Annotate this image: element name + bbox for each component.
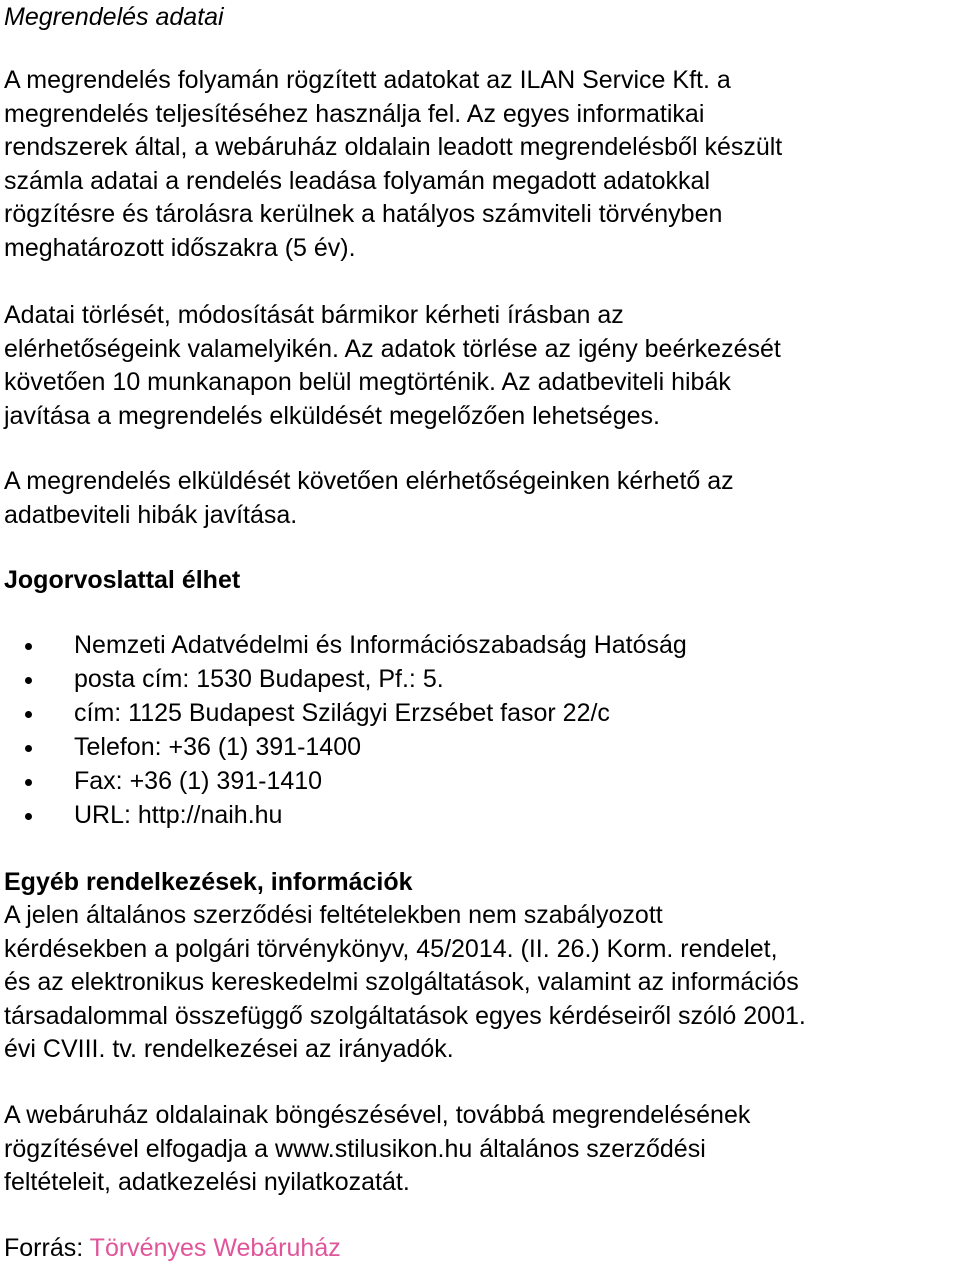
paragraph-line: kérdésekben a polgári törvénykönyv, 45/2014. (II. 26.) Korm. rendelet, bbox=[4, 934, 778, 963]
paragraph-line: követően 10 munkanapon belül megtörténik. Az adatbeviteli hibák bbox=[4, 368, 731, 396]
list-item-text: URL: http://naih.hu bbox=[74, 801, 283, 829]
list-item-text: Fax: +36 (1) 391-1410 bbox=[74, 767, 323, 795]
paragraph-line: rendszerek által, a webáruház oldalain leadott megrendelésből készült bbox=[4, 133, 783, 161]
remedy-heading: Jogorvoslattal élhet bbox=[4, 566, 241, 594]
paragraph-line: A webáruház oldalainak böngészésével, továbbá megrendelésének bbox=[4, 1101, 751, 1129]
page-title: Megrendelés adatai bbox=[4, 3, 224, 31]
paragraph-line: elérhetőségeink valamelyikén. Az adatok törlése az igény beérkezését bbox=[4, 334, 781, 363]
paragraph-line: adatbeviteli hibák javítása. bbox=[4, 500, 298, 529]
paragraph-line: és az elektronikus kereskedelmi szolgáltatások, valamint az információs bbox=[4, 968, 799, 996]
acceptance-paragraph bbox=[4, 1099, 750, 1200]
list-item bbox=[4, 730, 687, 764]
paragraph-line: rögzítésre és tárolásra kerülnek a hatályos számviteli törvényben bbox=[4, 200, 723, 228]
paragraph-line: meghatározott időszakra (5 év). bbox=[4, 233, 356, 262]
paragraph-line: rögzítésével elfogadja a www.stilusikon.hu általános szerződési bbox=[4, 1134, 706, 1163]
list-item-text: Telefon: +36 (1) 391-1400 bbox=[74, 733, 362, 761]
remedy-list bbox=[4, 628, 687, 832]
order-data-paragraph bbox=[4, 64, 782, 265]
source-line bbox=[4, 1232, 341, 1265]
bullet-icon bbox=[25, 745, 32, 752]
list-item-text: Nemzeti Adatvédelmi és Információszabadság Hatóság bbox=[74, 631, 687, 659]
paragraph-line: javítása a megrendelés elküldését megelőzően lehetséges. bbox=[4, 401, 660, 430]
bullet-icon bbox=[25, 677, 32, 684]
data-correction-paragraph bbox=[4, 465, 734, 532]
list-item bbox=[4, 696, 687, 730]
paragraph-line: A jelen általános szerződési feltételekben nem szabályozott bbox=[4, 901, 663, 929]
paragraph-line: évi CVIII. tv. rendelkezései az irányadók. bbox=[4, 1035, 454, 1063]
list-item-text: cím: 1125 Budapest Szilágyi Erzsébet fasor 22/c bbox=[74, 699, 610, 727]
paragraph-line: feltételeit, adatkezelési nyilatkozatát. bbox=[4, 1168, 410, 1196]
paragraph-line: A megrendelés folyamán rögzített adatokat az ILAN Service Kft. a bbox=[4, 66, 731, 94]
paragraph-line: Adatai törlését, módosítását bármikor kérheti írásban az bbox=[4, 301, 624, 329]
list-item-text: posta cím: 1530 Budapest, Pf.: 5. bbox=[74, 665, 444, 693]
list-item bbox=[4, 628, 687, 662]
data-deletion-paragraph bbox=[4, 299, 781, 433]
bullet-icon bbox=[25, 813, 32, 820]
other-provisions-heading: Egyéb rendelkezések, információk bbox=[4, 868, 413, 896]
bullet-icon bbox=[25, 711, 32, 718]
bullet-icon bbox=[25, 643, 32, 650]
list-item bbox=[4, 798, 687, 832]
list-item bbox=[4, 764, 687, 798]
paragraph-line: számla adatai a rendelés leadása folyamán megadott adatokkal bbox=[4, 166, 710, 195]
list-item bbox=[4, 662, 687, 696]
source-label: Forrás: bbox=[4, 1234, 90, 1262]
source-link[interactable]: Törvényes Webáruház bbox=[89, 1234, 341, 1262]
paragraph-line: megrendelés teljesítéséhez használja fel. Az egyes informatikai bbox=[4, 99, 705, 128]
bullet-icon bbox=[25, 779, 32, 786]
paragraph-line: társadalommal összefüggő szolgáltatások egyes kérdéseiről szóló 2001. bbox=[4, 1001, 806, 1030]
paragraph-line: A megrendelés elküldését követően elérhetőségeinken kérhető az bbox=[4, 467, 734, 495]
other-provisions-paragraph bbox=[4, 899, 806, 1067]
